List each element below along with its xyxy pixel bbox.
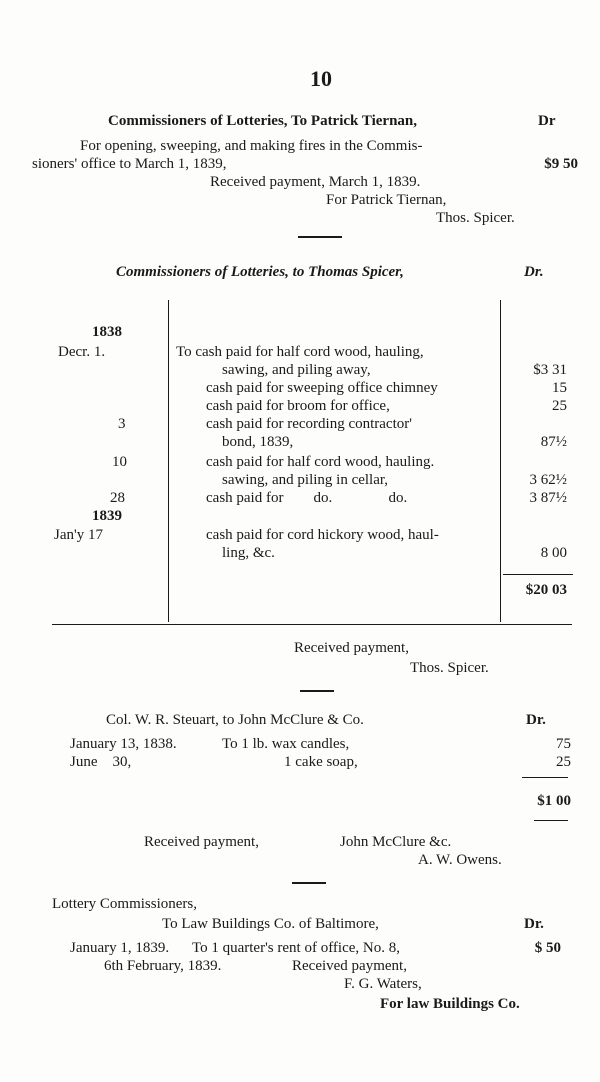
mcclure-row1-desc: To 1 lb. wax candles, — [222, 736, 350, 752]
tiernan-desc-line1: For opening, sweeping, and making fires in the Commis- — [80, 138, 423, 154]
mcclure-row1-amount: 75 — [556, 736, 571, 752]
ledger-row-date: 10 — [112, 454, 127, 470]
tiernan-amount: $9 50 — [544, 156, 578, 172]
ledger-row-text: cash paid for broom for office, — [206, 398, 390, 414]
tiernan-received: Received payment, March 1, 1839. — [210, 174, 421, 190]
ledger-row-amount: 8 00 — [540, 545, 567, 561]
ledger-row-text: cash paid for half cord wood, hauling. — [206, 454, 435, 470]
ledger-row-amount: $3 31 — [533, 362, 567, 378]
ledger-row-text: cash paid for cord hickory wood, haul- — [206, 527, 439, 543]
lawbuildings-row-desc: To 1 quarter's rent of office, No. 8, — [192, 940, 400, 956]
page-number: 10 — [310, 66, 332, 91]
spicer-year-1838: 1838 — [92, 324, 122, 340]
ledger-row-text: ling, &c. — [222, 545, 275, 561]
ledger-row-text: cash paid for do. do. — [206, 490, 408, 506]
spicer-header: Commissioners of Lotteries, to Thomas Spicer, — [116, 264, 404, 280]
mcclure-row2-desc: 1 cake soap, — [284, 754, 358, 770]
ledger-row-date: Decr. 1. — [58, 344, 106, 360]
ledger-row-text: sawing, and piling in cellar, — [222, 472, 389, 488]
mcclure-row2-amount: 25 — [556, 754, 571, 770]
spicer-signature: Thos. Spicer. — [410, 660, 489, 676]
lawbuildings-row-date: January 1, 1839. — [70, 940, 170, 956]
tiernan-signature: Thos. Spicer. — [436, 210, 515, 226]
ledger-bottom-rule — [52, 624, 572, 625]
mcclure-row2-date: June 30, — [70, 754, 132, 770]
ledger-row-text: cash paid for recording contractor' — [206, 416, 412, 432]
ledger-row-date: 28 — [110, 490, 125, 506]
spicer-year-1839: 1839 — [92, 508, 122, 524]
ledger-row-amount: 87½ — [540, 434, 567, 450]
ledger-row-amount: 3 62½ — [529, 472, 567, 488]
tiernan-for: For Patrick Tiernan, — [326, 192, 447, 208]
ledger-row-amount: 3 87½ — [529, 490, 567, 506]
tiernan-dr: Dr — [538, 113, 556, 129]
ledger-row-text: bond, 1839, — [222, 434, 294, 450]
ledger-column-line-right — [500, 300, 501, 622]
total-rule — [503, 574, 573, 575]
ledger-row-date: Jan'y 17 — [54, 527, 103, 543]
ledger-row-amount: 25 — [552, 398, 567, 414]
total-rule — [522, 777, 568, 778]
spicer-total: $20 03 — [525, 582, 567, 598]
lawbuildings-line1: Lottery Commissioners, — [52, 896, 197, 912]
lawbuildings-recv-date: 6th February, 1839. — [104, 958, 222, 974]
ledger-column-line-left — [168, 300, 169, 622]
lawbuildings-for: For law Buildings Co. — [380, 996, 520, 1012]
mcclure-header: Col. W. R. Steuart, to John McClure & Co. — [106, 712, 364, 728]
lawbuildings-amount: $ 50 — [534, 940, 561, 956]
mcclure-total: $1 00 — [537, 793, 571, 809]
ledger-row-text: sawing, and piling away, — [222, 362, 371, 378]
lawbuildings-line2: To Law Buildings Co. of Baltimore, — [162, 916, 379, 932]
ledger-row-text: To cash paid for half cord wood, hauling, — [176, 344, 424, 360]
mcclure-signature: A. W. Owens. — [418, 852, 502, 868]
lawbuildings-dr: Dr. — [524, 916, 544, 932]
section-divider — [298, 236, 342, 238]
spicer-received: Received payment, — [294, 640, 409, 656]
section-divider — [300, 690, 334, 692]
ledger-row-date: 3 — [118, 416, 126, 432]
section-divider — [292, 882, 326, 884]
tiernan-header: Commissioners of Lotteries, To Patrick Tiernan, — [108, 113, 418, 129]
mcclure-row1-date: January 13, 1838. — [70, 736, 177, 752]
total-rule — [534, 820, 568, 821]
mcclure-payee: John McClure &c. — [340, 834, 452, 850]
ledger-row-amount: 15 — [552, 380, 567, 396]
tiernan-desc-line2: sioners' office to March 1, 1839, — [32, 156, 227, 172]
ledger-row-text: cash paid for sweeping office chimney — [206, 380, 438, 396]
mcclure-received: Received payment, — [144, 834, 259, 850]
lawbuildings-signature: F. G. Waters, — [344, 976, 422, 992]
mcclure-dr: Dr. — [526, 712, 546, 728]
lawbuildings-received: Received payment, — [292, 958, 407, 974]
spicer-dr: Dr. — [524, 264, 544, 280]
